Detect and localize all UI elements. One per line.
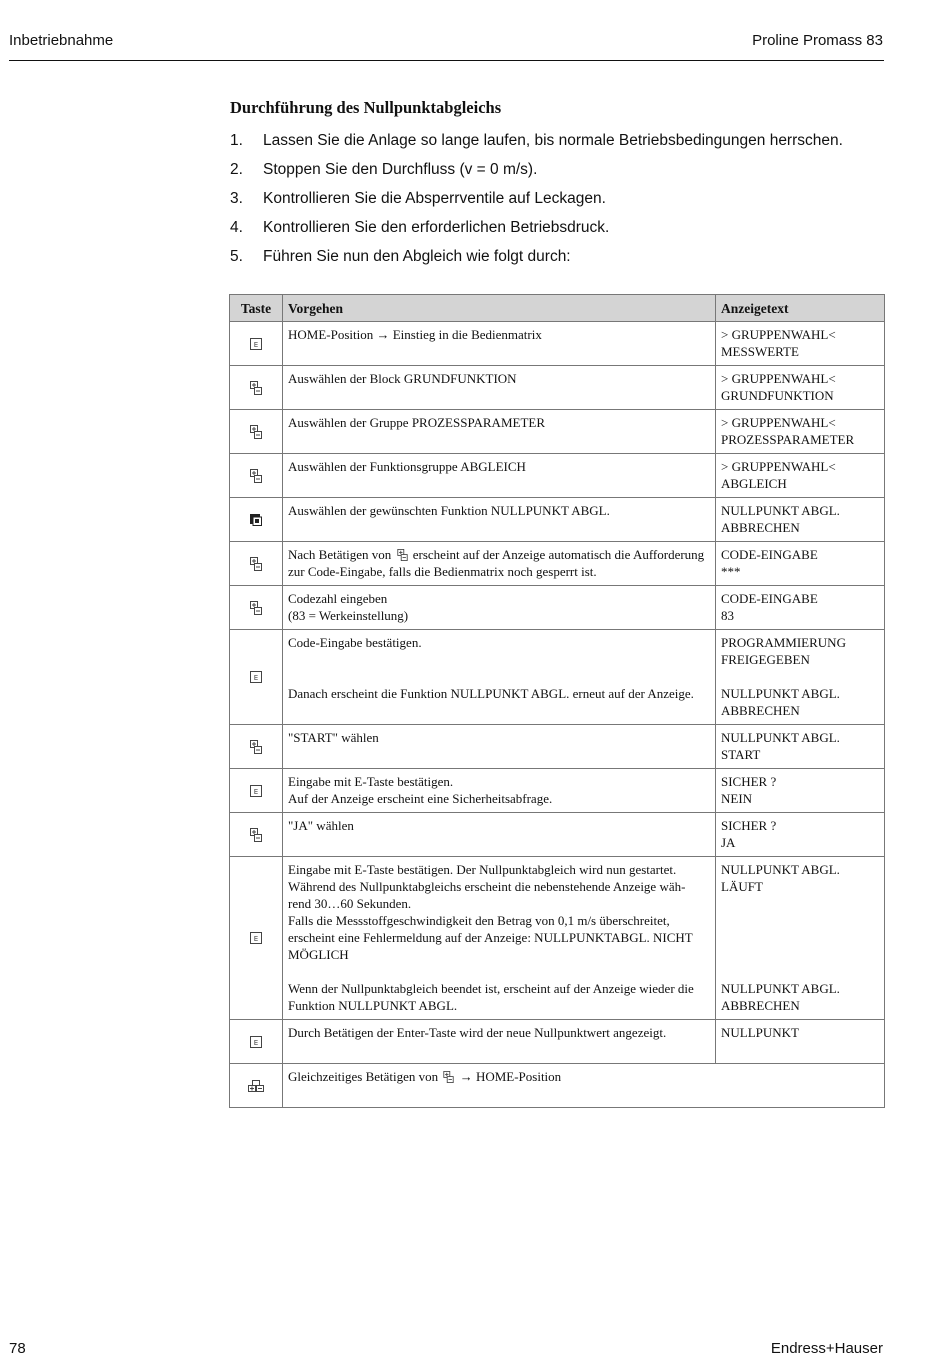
step-text: Kontrollieren Sie die Absperrventile auf Leckagen. xyxy=(263,190,606,207)
procedure-line: erscheint eine Fehlermeldung auf der Anzeige: NULLPUNKTABGL. NICHT xyxy=(288,930,693,945)
step-number: 4. xyxy=(230,219,243,236)
procedure-text: Auswählen der Gruppe PROZESSPARAMETER xyxy=(288,415,545,430)
key-cell xyxy=(230,454,283,498)
display-line: > GRUPPENWAHL< xyxy=(721,459,836,474)
step-text: Kontrollieren Sie den erforderlichen Betriebsdruck. xyxy=(263,219,610,236)
procedure-line: Funktion NULLPUNKT ABGL. xyxy=(288,998,458,1013)
procedure-text: Auswählen der Block GRUNDFUNKTION xyxy=(288,371,517,386)
step-1 xyxy=(230,130,884,159)
display-line: NULLPUNKT ABGL. xyxy=(721,862,840,877)
display-line: JA xyxy=(721,835,736,850)
table-row xyxy=(230,813,885,857)
procedure-text: Nach Betätigen von xyxy=(288,547,392,562)
procedure-cell xyxy=(283,366,716,410)
step-text: Stoppen Sie den Durchfluss (v = 0 m/s). xyxy=(263,161,538,178)
display-line: NULLPUNKT ABGL. xyxy=(721,981,840,996)
step-text: Lassen Sie die Anlage so lange laufen, bis normale Betriebsbedingungen herrschen. xyxy=(263,132,843,149)
display-line: ABBRECHEN xyxy=(721,703,800,718)
display-line: START xyxy=(721,747,761,762)
plus-minus-key-icon xyxy=(250,740,262,754)
display-cell xyxy=(716,322,885,366)
table-row xyxy=(230,857,885,1020)
display-line: NULLPUNKT ABGL. xyxy=(721,686,840,701)
plus-minus-key-icon xyxy=(250,601,262,615)
page-number: 78 xyxy=(9,1340,26,1357)
key-cell xyxy=(230,769,283,813)
display-line: SICHER ? xyxy=(721,818,777,833)
e-key-icon xyxy=(250,932,262,944)
key-cell xyxy=(230,630,283,725)
key-cell xyxy=(230,1020,283,1064)
display-line: NULLPUNKT ABGL. xyxy=(721,730,840,745)
display-line: CODE-EINGABE xyxy=(721,591,818,606)
step-number: 5. xyxy=(230,248,243,265)
key-cell xyxy=(230,322,283,366)
display-cell xyxy=(716,813,885,857)
footer-brand: Endress+Hauser xyxy=(770,1340,883,1357)
display-line: *** xyxy=(721,564,741,579)
esc-key-combination-icon xyxy=(248,1080,264,1092)
display-line: NULLPUNKT xyxy=(721,1025,799,1040)
step-number: 3. xyxy=(230,190,243,207)
svg-text:E: E xyxy=(253,787,259,796)
key-cell xyxy=(230,813,283,857)
procedure-line: Auf der Anzeige erscheint eine Sicherheitsabfrage. xyxy=(288,791,553,806)
procedure-cell xyxy=(283,498,716,542)
table-row xyxy=(230,366,885,410)
display-line: MESSWERTE xyxy=(721,344,799,359)
procedure-line: Eingabe mit E-Taste bestätigen. Der Nullpunktabgleich wird nun gestartet. xyxy=(288,862,677,877)
display-cell xyxy=(716,542,885,586)
step-2 xyxy=(230,159,884,188)
table-row xyxy=(230,630,885,725)
table-row xyxy=(230,322,885,366)
e-key-icon xyxy=(250,1036,262,1048)
key-cell xyxy=(230,410,283,454)
column-header-display: Anzeigetext xyxy=(716,295,885,322)
key-cell xyxy=(230,725,283,769)
procedure-text: "JA" wählen xyxy=(288,818,354,833)
display-line: ABBRECHEN xyxy=(721,998,800,1013)
steps-list xyxy=(230,130,884,275)
svg-text:E: E xyxy=(253,674,259,682)
procedure-text: "START" wählen xyxy=(288,730,379,745)
procedure-text: → HOME-Position xyxy=(459,1069,562,1084)
procedure-line: rend 30…60 Sekunden. xyxy=(288,896,412,911)
section-title: Durchführung des Nullpunktabgleichs xyxy=(230,98,502,117)
table-header-row xyxy=(230,295,885,322)
table-row xyxy=(230,498,885,542)
procedure-cell xyxy=(283,769,716,813)
display-line: FREIGEGEBEN xyxy=(721,652,810,667)
table-row xyxy=(230,1064,885,1108)
display-line: 83 xyxy=(721,608,734,623)
plus-minus-key-icon xyxy=(250,828,262,842)
procedure-cell xyxy=(283,857,716,1020)
key-cell xyxy=(230,498,283,542)
function-select-key-icon xyxy=(250,514,262,526)
display-line: NULLPUNKT ABGL. xyxy=(721,503,840,518)
display-line: CODE-EINGABE xyxy=(721,547,818,562)
procedure-line: (83 = Werkeinstellung) xyxy=(288,608,409,623)
procedure-cell xyxy=(283,725,716,769)
key-cell xyxy=(230,586,283,630)
table-row xyxy=(230,542,885,586)
step-number: 1. xyxy=(230,132,243,149)
procedure-cell xyxy=(283,586,716,630)
display-cell xyxy=(716,498,885,542)
procedure-line: Code-Eingabe bestätigen. xyxy=(288,635,422,650)
key-cell xyxy=(230,1064,283,1108)
e-key-icon xyxy=(250,671,262,683)
procedure-line xyxy=(288,546,710,563)
procedure-cell xyxy=(283,542,716,586)
procedure-cell xyxy=(283,1020,716,1064)
column-header-key: Taste xyxy=(230,295,283,322)
procedure-line: Während des Nullpunktabgleichs erscheint die nebenstehende Anzeige wäh- xyxy=(288,879,686,894)
display-cell xyxy=(716,857,885,1020)
svg-text:E: E xyxy=(253,340,259,349)
step-number: 2. xyxy=(230,161,243,178)
table-row xyxy=(230,410,885,454)
plus-minus-key-icon xyxy=(443,1071,454,1083)
display-cell xyxy=(716,769,885,813)
plus-minus-key-icon xyxy=(250,557,262,571)
display-cell xyxy=(716,725,885,769)
procedure-line: Danach erscheint die Funktion NULLPUNKT ABGL. erneut auf der Anzeige. xyxy=(288,686,694,701)
display-line: PROZESSPARAMETER xyxy=(721,432,855,447)
procedure-text: erscheint auf der Anzeige automatisch die Aufforderung xyxy=(412,547,705,562)
plus-minus-key-icon xyxy=(397,549,408,561)
procedure-line: Wenn der Nullpunktabgleich beendet ist, erscheint auf der Anzeige wieder die xyxy=(288,981,694,996)
key-cell xyxy=(230,857,283,1020)
procedure-cell xyxy=(283,630,716,725)
display-cell xyxy=(716,366,885,410)
display-cell xyxy=(716,410,885,454)
table-row xyxy=(230,1020,885,1064)
procedure-cell xyxy=(283,813,716,857)
e-key-icon xyxy=(250,785,262,797)
table-row xyxy=(230,725,885,769)
procedure-cell xyxy=(283,322,716,366)
svg-text:E: E xyxy=(253,1038,259,1047)
e-key-icon xyxy=(250,338,262,350)
procedure-text: Gleichzeitiges Betätigen von xyxy=(288,1069,439,1084)
display-line: ABBRECHEN xyxy=(721,520,800,535)
procedure-line: Falls die Messstoffgeschwindigkeit den Betrag von 0,1 m/s überschreitet, xyxy=(288,913,670,928)
display-line: > GRUPPENWAHL< xyxy=(721,415,836,430)
step-5 xyxy=(230,246,884,275)
operation-table xyxy=(229,294,885,1108)
display-line: LÄUFT xyxy=(721,879,763,894)
display-line: > GRUPPENWAHL< xyxy=(721,327,836,342)
procedure-line: Eingabe mit E-Taste bestätigen. xyxy=(288,774,454,789)
procedure-line: MÖGLICH xyxy=(288,947,349,962)
plus-minus-key-icon xyxy=(250,425,262,439)
display-cell xyxy=(716,454,885,498)
display-line: PROGRAMMIERUNG xyxy=(721,635,846,650)
procedure-text: Auswählen der gewünschten Funktion NULLPUNKT ABGL. xyxy=(288,503,610,518)
header-rule xyxy=(9,60,884,61)
display-line: > GRUPPENWAHL< xyxy=(721,371,836,386)
procedure-text: Durch Betätigen der Enter-Taste wird der neue Nullpunktwert angezeigt. xyxy=(288,1025,667,1040)
procedure-line: zur Code-Eingabe, falls die Bedienmatrix noch gesperrt ist. xyxy=(288,564,597,579)
step-text: Führen Sie nun den Abgleich wie folgt durch: xyxy=(263,248,571,265)
plus-minus-key-icon xyxy=(250,381,262,395)
procedure-line: Codezahl eingeben xyxy=(288,591,388,606)
header-product: Proline Promass 83 xyxy=(752,32,883,49)
display-line: ABGLEICH xyxy=(721,476,787,491)
key-cell xyxy=(230,542,283,586)
table-row xyxy=(230,769,885,813)
main-content xyxy=(230,98,884,275)
svg-text:E: E xyxy=(253,935,259,943)
table-row xyxy=(230,586,885,630)
display-cell xyxy=(716,586,885,630)
procedure-cell xyxy=(283,410,716,454)
key-cell xyxy=(230,366,283,410)
display-cell xyxy=(716,630,885,725)
procedure-cell xyxy=(283,1064,885,1108)
procedure-cell xyxy=(283,454,716,498)
display-line: SICHER ? xyxy=(721,774,777,789)
display-line: GRUNDFUNKTION xyxy=(721,388,834,403)
header-chapter: Inbetriebnahme xyxy=(9,32,114,49)
table-row xyxy=(230,454,885,498)
display-cell xyxy=(716,1020,885,1064)
plus-minus-key-icon xyxy=(250,469,262,483)
procedure-text: Auswählen der Funktionsgruppe ABGLEICH xyxy=(288,459,526,474)
step-3 xyxy=(230,188,884,217)
display-line: NEIN xyxy=(721,791,753,806)
step-4 xyxy=(230,217,884,246)
procedure-text: HOME-Position → Einstieg in die Bedienmatrix xyxy=(288,327,542,342)
column-header-procedure: Vorgehen xyxy=(283,295,716,322)
